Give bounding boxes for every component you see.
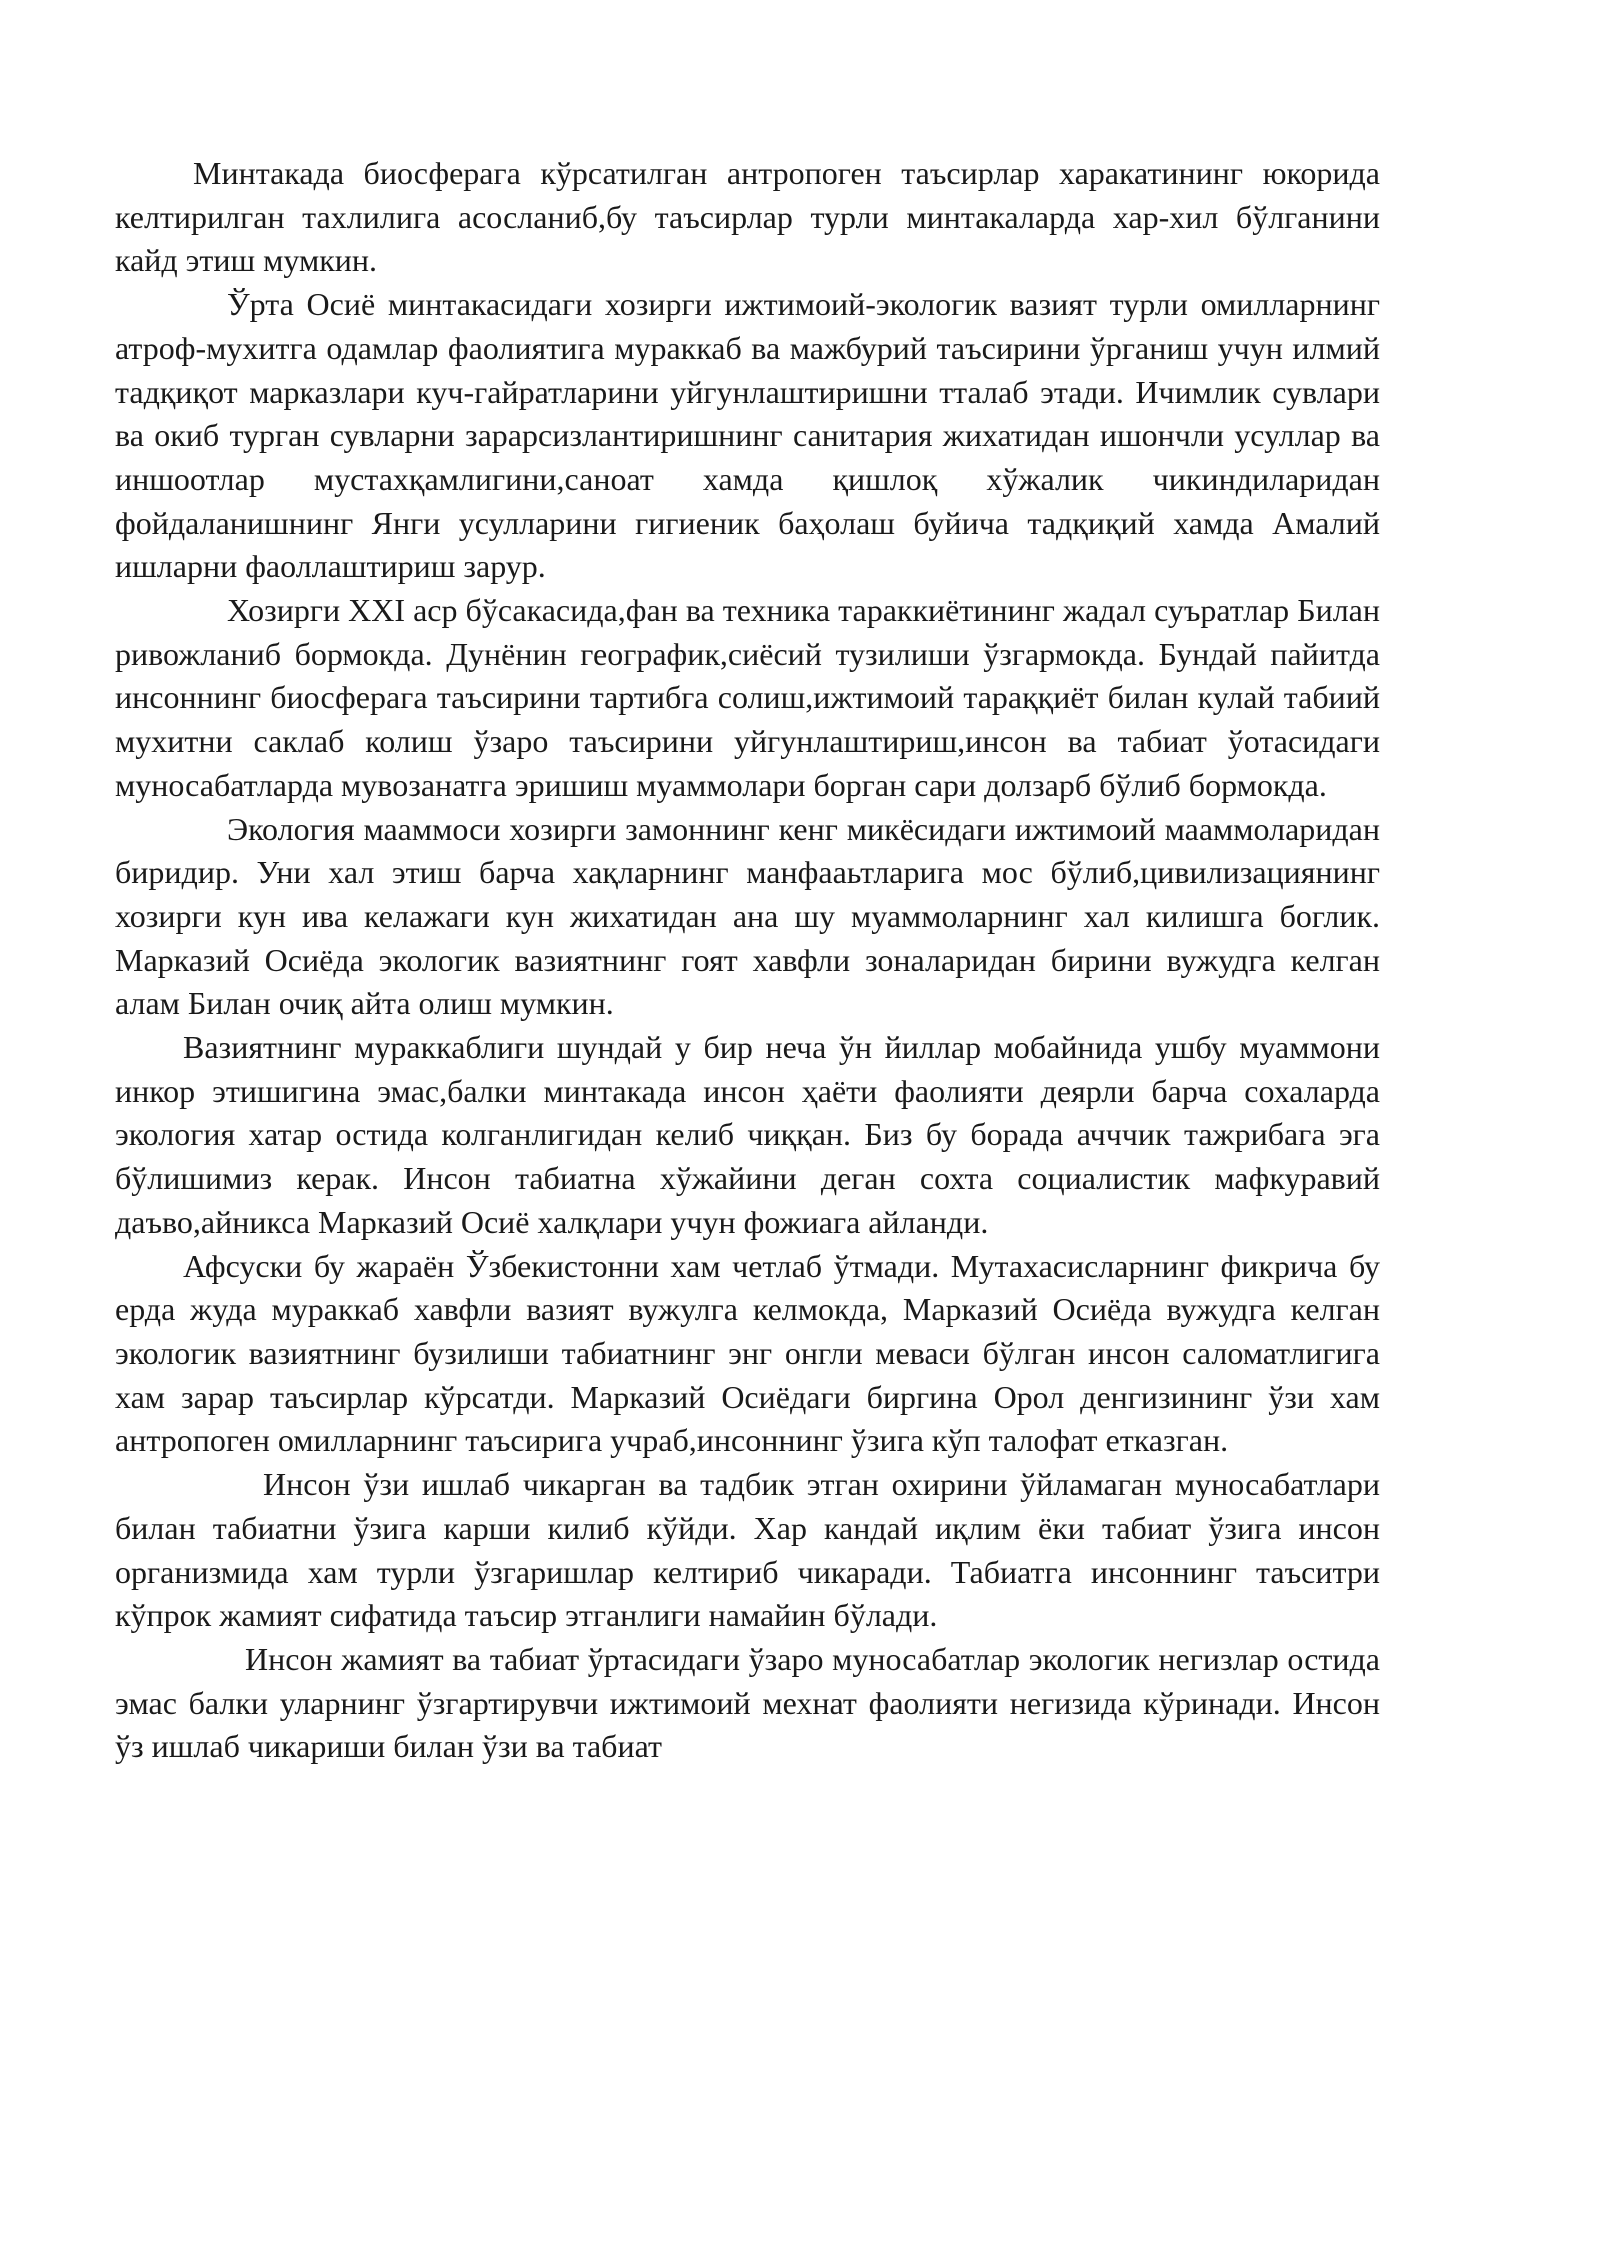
document-body — [115, 152, 1380, 1769]
paragraph-4: Экология мааммоси хозирги замоннинг кенг микёсидаги ижтимоий мааммоларидан биридир. Уни хал этиш барча хақларнинг манфааьтларига мос бўлиб,цивилизациянинг хозирги кун ива келажаги кун жихатидан ана шу муаммоларнинг хал килишга боглик. Марказий Осиёда экологик вазиятнинг гоят хавфли зоналаридан бирини вужудга келган алам Билан очиқ айта олиш мумкин. — [115, 810, 1380, 1022]
paragraph-6: Афсуски бу жараён Ўзбекистонни хам четлаб ўтмади. Мутахасисларнинг фикрича бу ерда жуда мураккаб хавфли вазият вужулга келмокда, Марказий Осиёда вужудга келган экологик вазиятнинг бузилиши табиатнинг энг онгли меваси бўлган инсон саломатлигига хам зарар таъсирлар кўрсатди. Марказий Осиёдаги биргина Орол денгизининг ўзи хам антропоген омилларнинг таъсирига учраб,инсоннинг ўзига кўп талофат етказган. — [115, 1247, 1380, 1459]
paragraph-5: Вазиятнинг мураккаблиги шундай у бир неча ўн йиллар мобайнида ушбу муаммони инкор этишигина эмас,балки минтакада инсон ҳаёти фаолияти деярли барча сохаларда экология хатар остида колганлигидан келиб чиққан. Биз бу борада ачччик тажрибага эга бўлишимиз керак. Инсон табиатна хўжайини деган сохта социалистик мафкуравий даъво,айникса Марказий Осиё халқлари учун фожиага айланди. — [115, 1029, 1380, 1240]
paragraph-3: Хозирги XXI аср бўсакасида,фан ва техника тараккиётининг жадал суъратлар Билан ривожланиб бормокда. Дунёнин географик,сиёсий тузилиши ўзгармокда. Бундай пайитда инсоннинг биосферага таъсирини тартибга солиш,ижтимоий тараққиёт билан кулай табиий мухитни саклаб колиш ўзаро таъсирини уйгунлаштириш,инсон ва табиат ўотасидаги муносабатларда мувозанатга эришиш муаммолари борган сари долзарб бўлиб бормокда. — [115, 592, 1380, 803]
paragraph-7: Инсон ўзи ишлаб чикарган ва тадбик этган охирини ўйламаган муносабатлари билан табиатни ўзига карши килиб кўйди. Хар кандай иқлим ёки табиат ўзига инсон организмида хам турли ўзгаришлар келтириб чикаради. Табиатга инсоннинг таъситри кўпрок жамият сифатида таъсир этганлиги намайин бўлади. — [115, 1466, 1380, 1634]
paragraph-8: Инсон жамият ва табиат ўртасидаги ўзаро муносабатлар экологик негизлар остида эмас балки уларнинг ўзгартирувчи ижтимоий мехнат фаолияти негизида кўринади. Инсон ўз ишлаб чикариши билан ўзи ва табиат — [115, 1640, 1380, 1765]
paragraph-2: Ўрта Осиё минтакасидаги хозирги ижтимоий-экологик вазият турли омилларнинг атроф-мухитга одамлар фаолиятига мураккаб ва мажбурий таъсирини ўрганиш учун илмий тадқиқот марказлари куч-гайратларини уйгунлаштиришни тталаб этади. Ичимлик сувлари ва окиб турган сувларни зарарсизлантиришнинг санитария жихатидан ишончли усуллар ва иншоотлар мустахқамлигини,саноат хамда қишлоқ хўжалик чикиндиларидан фойдаланишнинг Янги усулларини гигиеник баҳолаш буйича тадқиқий хамда Амалий ишларни фаоллаштириш зарур. — [115, 286, 1380, 585]
paragraph-1: Минтакада биосферага кўрсатилган антропоген таъсирлар харакатининг юкорида келтирилган тахлилига асосланиб,бу таъсирлар турли минтакаларда хар-хил бўлганини кайд этиш мумкин. — [115, 155, 1380, 279]
